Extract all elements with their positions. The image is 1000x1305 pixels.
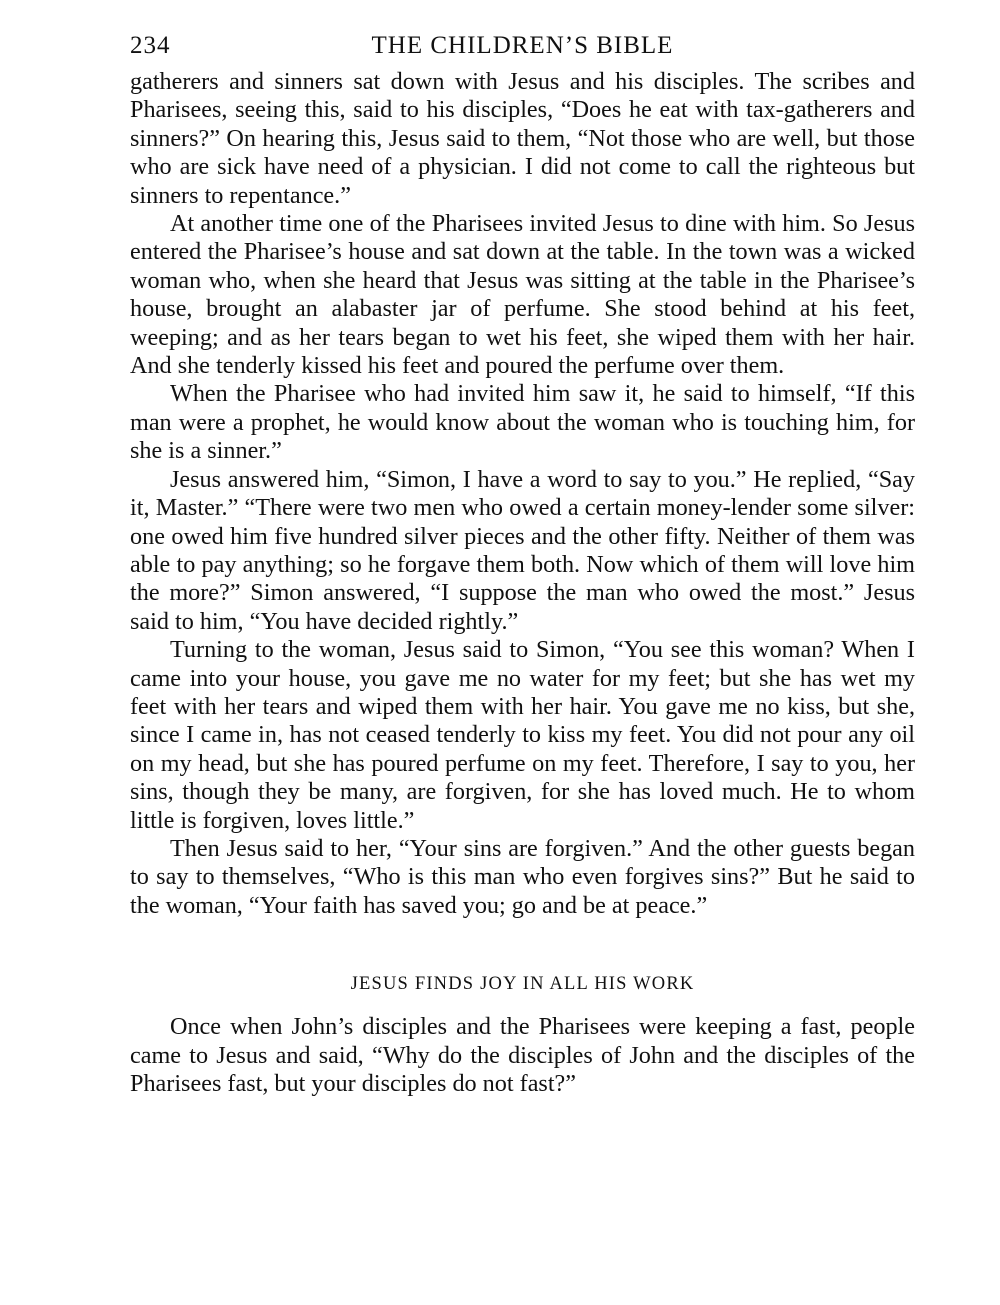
chapter-body [130,68,915,920]
paragraph: Then Jesus said to her, “Your sins are forgiven.” And the other guests began to say to themselves, “Who is this man who even forgives sins?” But he said to the woman, “Your faith has saved you; go and be at peace.” [130,834,915,919]
paragraph: Jesus answered him, “Simon, I have a word to say to you.” He replied, “Say it, Master.” “There were two men who owed a certain money-lender some silver: one owed him five hundred silver pieces and the other fifty. Neither of them was able to pay anything; so he forgave them both. Now which of them will love him the more?” Simon answered, “I suppose the man who owed the most.” Jesus said to him, “You have decided rightly.” [130,465,915,635]
paragraph-continuation: gatherers and sinners sat down with Jesus and his disciples. The scribes and Pharisees, seeing this, said to his disciples, “Does he eat with tax-gatherers and sinners?” On hearing this, Jesus said to them, “Not those who are well, but those who are sick have need of a physician. I did not come to call the righteous but sinners to repentance.” [130,68,915,209]
section-heading: JESUS FINDS JOY IN ALL HIS WORK [350,974,695,995]
paragraph: Once when John’s disciples and the Pharisees were keeping a fast, people came to Jesus and said, “Why do the disciples of John and the disciples of the Pharisees fast, but your disciples do not fast?” [130,1013,915,1097]
section-body [130,1013,915,1098]
paragraph: When the Pharisee who had invited him saw it, he said to himself, “If this man were a prophet, he would know about the woman who is touching him, for she is a sinner.” [130,380,915,465]
book-title: THE CHILDREN’S BIBLE [371,32,674,59]
book-page [130,30,915,1098]
paragraph: Turning to the woman, Jesus said to Simon, “You see this woman? When I came into your house, you gave me no water for my feet; but she has wet my feet with her tears and wiped them with her hair. You gave me no kiss, but she, since I came in, has not ceased tenderly to kiss my feet. You did not pour any oil on my head, but she has poured perfume on my feet. Therefore, I say to you, her sins, though they be many, are forgiven, for she has loved much. He to whom little is forgiven, loves little.” [130,636,915,834]
running-head [130,30,915,68]
page-number: 234 [130,32,171,59]
paragraph: At another time one of the Pharisees invited Jesus to dine with him. So Jesus entered the Pharisee’s house and sat down at the table. In the town was a wicked woman who, when she heard that Jesus was sitting at the table in the Pharisee’s house, brought an alabaster jar of perfume. She stood behind at his feet, weeping; and as her tears began to wet his feet, she wiped them with her hair. And she tenderly kissed his feet and poured the perfume over them. [130,210,915,380]
